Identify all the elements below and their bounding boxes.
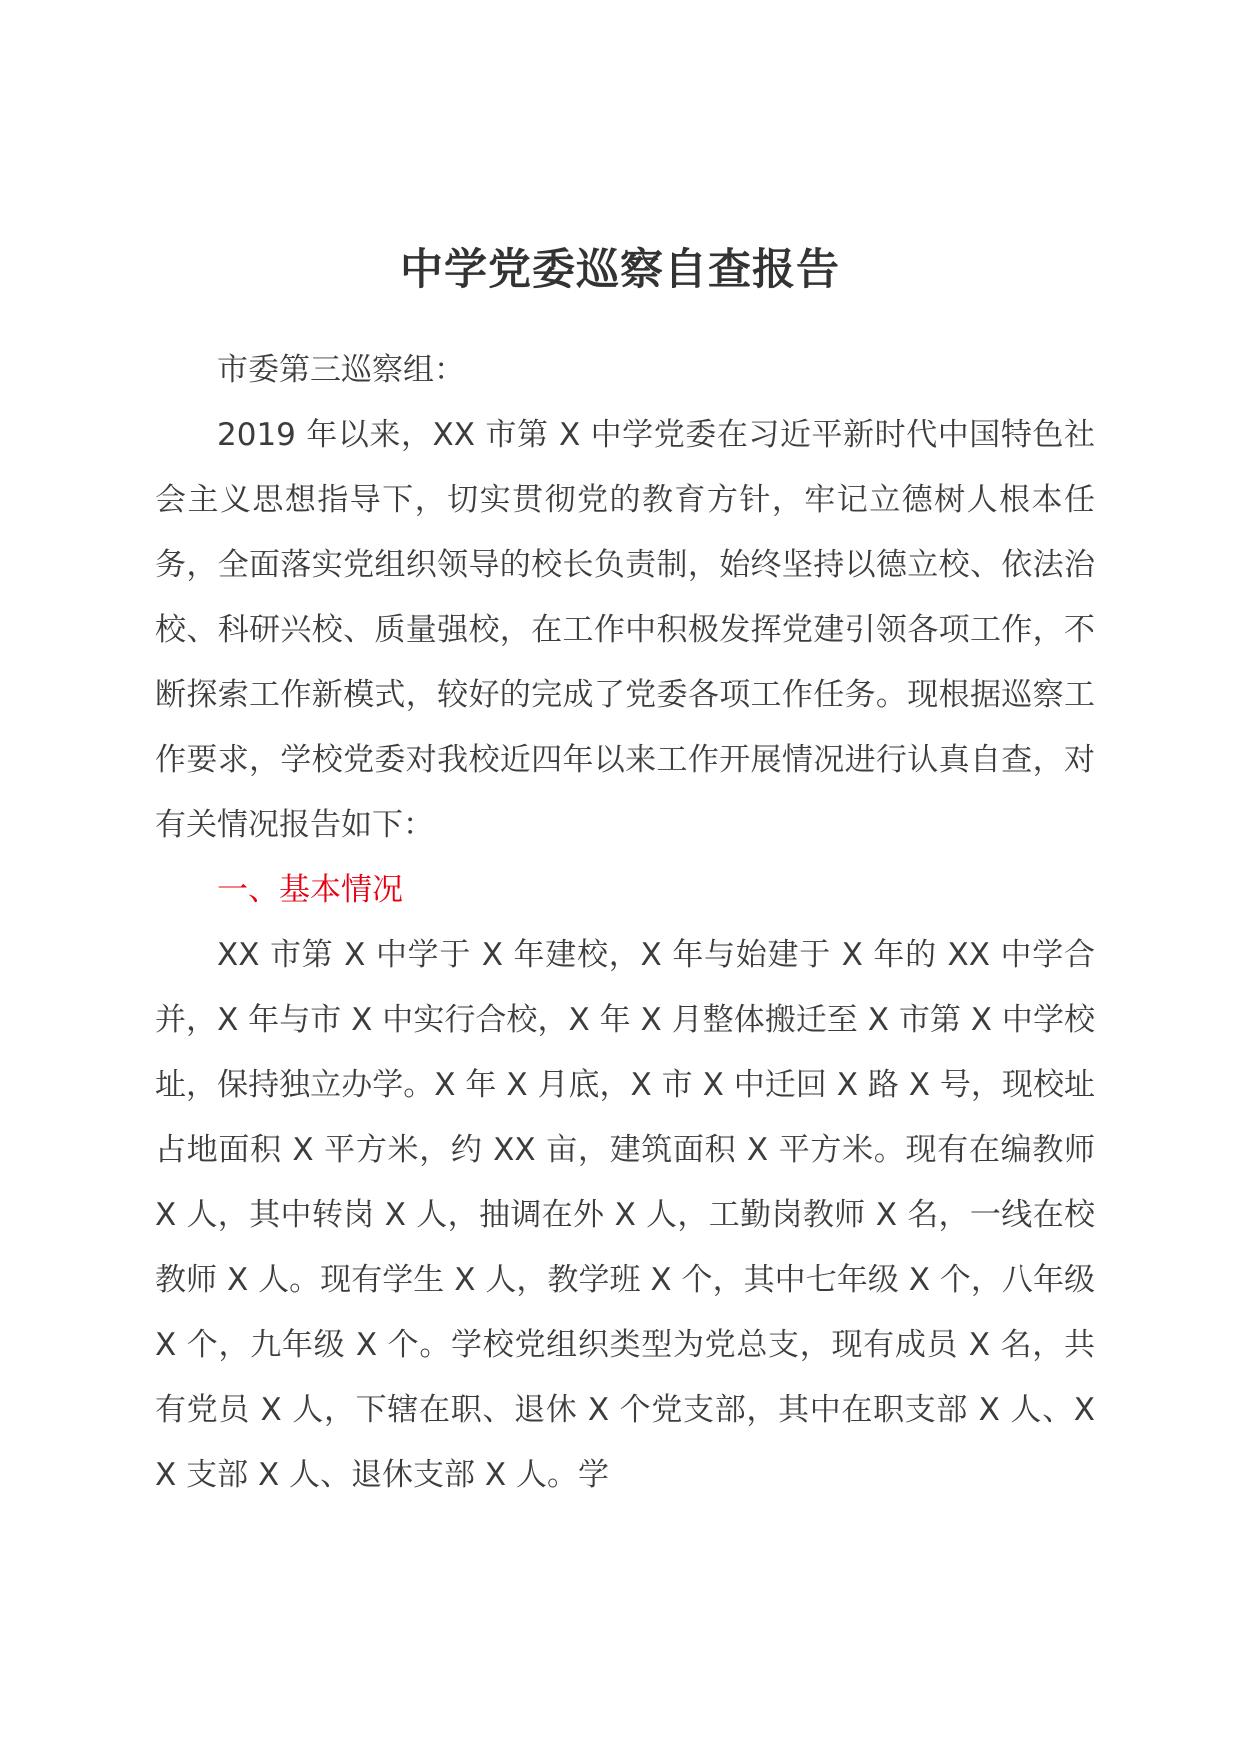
section-heading-basic-info: 一、基本情况: [217, 872, 403, 908]
salutation: 市委第三巡察组：: [217, 352, 465, 388]
document-body: [155, 338, 1095, 1508]
section-paragraph-basic-info: XX 市第 X 中学于 X 年建校，X 年与始建于 X 年的 XX 中学合并，X 年与市 X 中实行合校，X 年 X 月整体搬迁至 X 市第 X 中学校址，保持独立办学。X 年 X 月底，X 市 X 中迁回 X 路 X 号，现校址占地面积 X 平方米，约 XX 亩，建筑面积 X 平方米。现有在编教师 X 人，其中转岗 X 人，抽调在外 X 人，工勤岗教师 X 名，一线在校教师 X 人。现有学生 X 人，教学班 X 个，其中七年级 X 个，八年级 X 个，九年级 X 个。学校党组织类型为党总支，现有成员 X 名，共有党员 X 人，下辖在职、退休 X 个党支部，其中在职支部 X 人、XX 支部 X 人、退休支部 X 人。学: [155, 937, 1095, 1493]
intro-paragraph: 2019 年以来，XX 市第 X 中学党委在习近平新时代中国特色社会主义思想指导下，切实贯彻党的教育方针，牢记立德树人根本任务，全面落实党组织领导的校长负责制，始终坚持以德立校、依法治校、科研兴校、质量强校，在工作中积极发挥党建引领各项工作，不断探索工作新模式，较好的完成了党委各项工作任务。现根据巡察工作要求，学校党委对我校近四年以来工作开展情况进行认真自查，对有关情况报告如下：: [155, 417, 1095, 843]
document-title: 中学党委巡察自查报告: [400, 245, 840, 295]
